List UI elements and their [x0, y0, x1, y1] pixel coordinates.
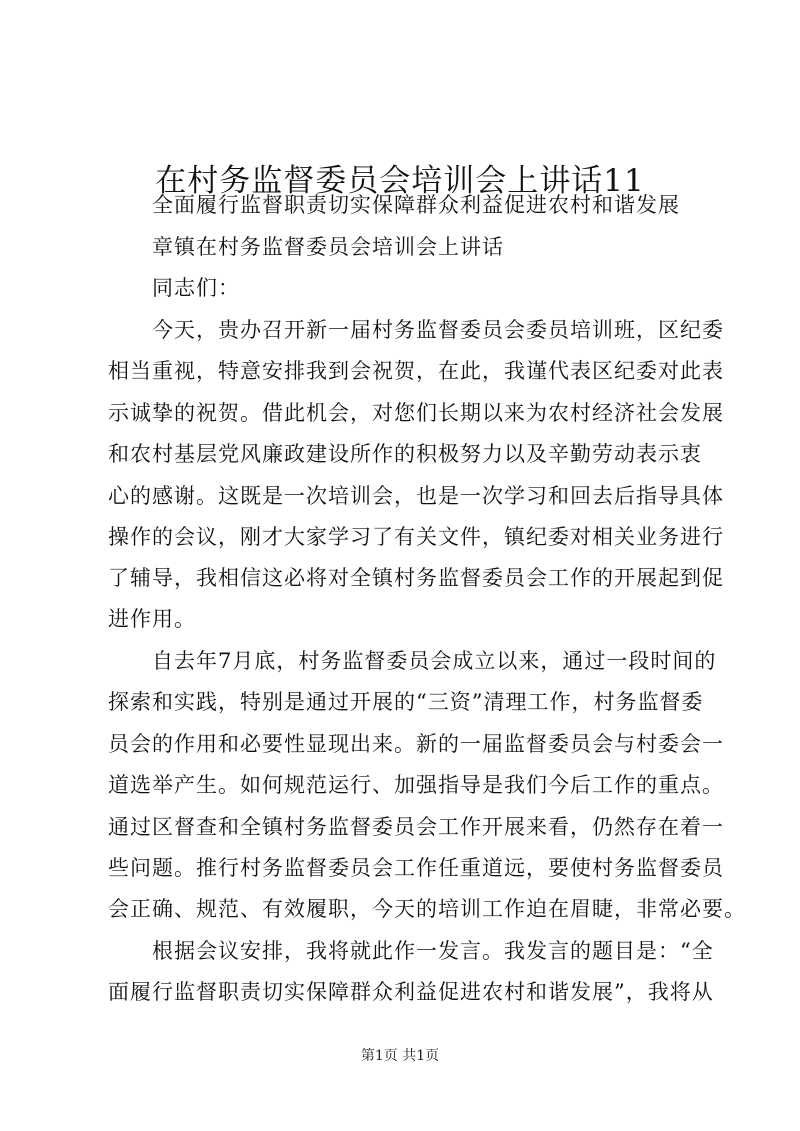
paragraph-line: 探索和实践，特别是通过开展的“三资”清理工作，村务监督委 — [108, 690, 704, 714]
paragraph-line: 些问题。推行村务监督委员会工作任重道远，要使村务监督委员 — [108, 856, 724, 880]
paragraph-line: 操作的会议，刚才大家学习了有关文件，镇纪委对相关业务进行 — [108, 525, 724, 549]
paragraph-line: 根据会议安排，我将就此作一发言。我发言的题目是：“全 — [152, 939, 714, 963]
page-footer: 第1页 共1页 — [360, 1048, 440, 1064]
paragraph-line: 和农村基层党风廉政建设所作的积极努力以及辛勤劳动表示衷 — [108, 442, 702, 466]
paragraph-line: 相当重视，特意安排我到会祝贺，在此，我谨代表区纪委对此表 — [108, 359, 724, 383]
paragraph-line: 示诚挚的祝贺。借此机会，对您们长期以来为农村经济社会发展 — [108, 401, 724, 425]
paragraph-line: 会正确、规范、有效履职，今天的培训工作迫在眉睫，非常必要。 — [108, 897, 746, 921]
paragraph-line: 通过区督查和全镇村务监督委员会工作开展来看，仍然存在着一 — [108, 815, 724, 839]
subtitle-line: 全面履行监督职责切实保障群众利益促进农村和谐发展 — [152, 193, 680, 217]
paragraph-line: 进作用。 — [108, 607, 196, 631]
subtitle-line: 章镇在村务监督委员会培训会上讲话 — [152, 235, 504, 259]
paragraph-line: 心的感谢。这既是一次培训会，也是一次学习和回去后指导具体 — [108, 484, 724, 508]
paragraph-line: 今天，贵办召开新一届村务监督委员会委员培训班，区纪委 — [152, 318, 724, 342]
paragraph-line: 了辅导，我相信这必将对全镇村务监督委员会工作的开展起到促 — [108, 566, 724, 590]
paragraph-line: 面履行监督职责切实保障群众利益促进农村和谐发展”，我将从 — [108, 980, 714, 1004]
document-title: 在村务监督委员会培训会上讲话11 — [155, 162, 645, 199]
salutation: 同志们： — [152, 276, 240, 300]
paragraph-line: 员会的作用和必要性显现出来。新的一届监督委员会与村委会一 — [108, 732, 724, 756]
paragraph-line: 自去年7月底，村务监督委员会成立以来，通过一段时间的 — [152, 649, 717, 673]
paragraph-line: 道选举产生。如何规范运行、加强指导是我们今后工作的重点。 — [108, 773, 724, 797]
